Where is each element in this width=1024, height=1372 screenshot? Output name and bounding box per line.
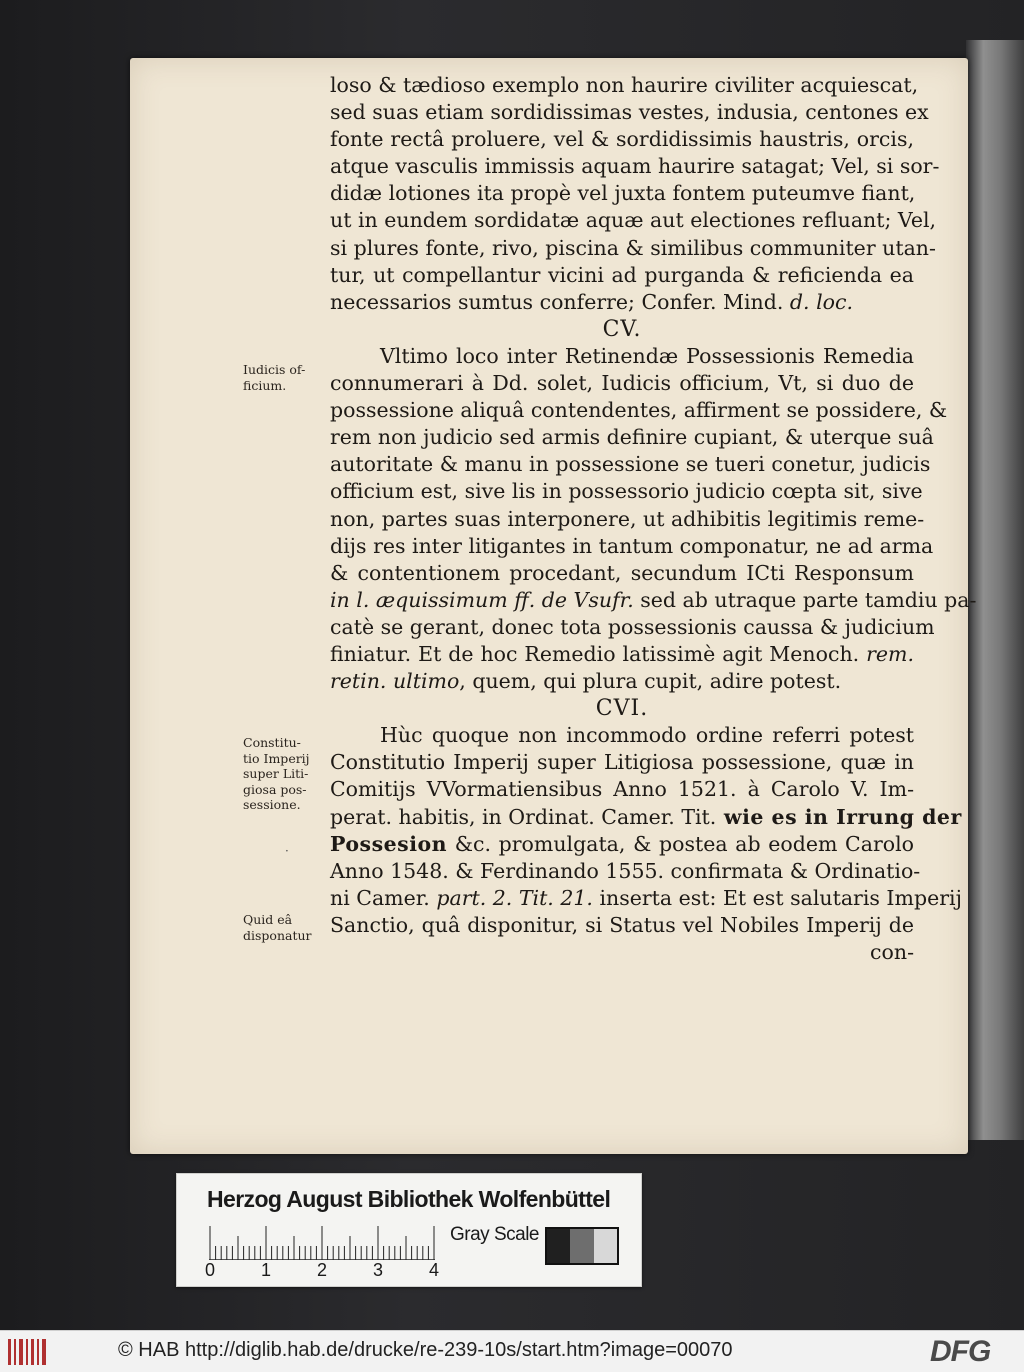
barcode-icon (8, 1339, 48, 1365)
text-line (330, 668, 914, 695)
text-line: ut in eundem sordidatæ aquæ aut electiones refluant; Vel, (330, 208, 937, 233)
text-line: autoritate & manu in possessione se tueri conetur, judicis (330, 452, 931, 477)
catchword: con- (870, 940, 914, 964)
ruler-number: 3 (373, 1260, 384, 1280)
text-line: loso & tædioso exemplo non haurire civiliter acquiescat, (330, 73, 919, 97)
blackletter-segment: Possesion (330, 831, 448, 856)
viewer-footer (0, 1330, 1024, 1372)
section-heading-cv: CV. (602, 316, 642, 342)
text-segment: finiatur. Et de hoc Remedio latissimè agit Menoch. (330, 641, 860, 666)
text-line (330, 885, 962, 912)
margin-note-line: sessione. (243, 797, 301, 812)
text-line: possessione aliquâ contendentes, affirment se possidere, & (330, 398, 948, 423)
gray-swatch-mid (570, 1229, 593, 1263)
margin-note-quid (243, 912, 329, 943)
text-line: non, partes suas interponere, ut adhibitis legitimis reme- (330, 506, 925, 531)
gray-swatch-light (594, 1229, 617, 1263)
citation-segment: retin. ultimo (330, 669, 460, 694)
text-line: sed suas etiam sordidissimas vestes, indusia, centones ex (330, 100, 929, 125)
gray-scale-swatches (545, 1227, 619, 1265)
text-line: Sanctio, quâ disponitur, si Status vel Nobiles Imperij de (330, 912, 914, 937)
text-line: rem non judicio sed armis definire cupiant, & uterque suâ (330, 425, 934, 450)
ruler-ticks (210, 1226, 434, 1260)
ink-mark: · (285, 844, 289, 858)
page-text (330, 72, 977, 966)
text-line: Anno 1548. & Ferdinando 1555. confirmata & Ordinatio- (330, 858, 921, 883)
margin-note-line: Constitu- (243, 735, 301, 750)
text-line (330, 587, 977, 614)
margin-note-line: giosa pos- (243, 781, 307, 797)
ruler-number: 1 (261, 1260, 272, 1280)
text-line: Comitijs VVormatiensibus Anno 1521. à Carolo V. Im- (330, 777, 914, 802)
text-segment: , quem, qui plura cupit, adire potest. (459, 669, 842, 694)
text-line: & contentionem procedant, secundum ICti Responsum (330, 560, 914, 585)
text-line: Constitutio Imperij super Litigiosa possessione, quæ in (330, 750, 914, 775)
measurement-ruler (209, 1224, 435, 1260)
margin-note-constitutio (243, 735, 329, 813)
citation-segment: d. loc. (783, 289, 853, 314)
margin-note-judicis (243, 362, 329, 393)
citation-segment: in l. æquissimum ff. de Vsufr. (330, 587, 634, 612)
text-line: connumerari à Dd. solet, Iudicis officium, Vt, si duo de (330, 371, 914, 396)
text-segment: necessarios sumtus conferre; Confer. Mind. (330, 289, 784, 314)
text-line: atque vasculis immissis aquam haurire satagat; Vel, si sor- (330, 154, 940, 179)
ruler-number: 2 (317, 1260, 328, 1280)
dfg-logo: DFG (930, 1335, 991, 1368)
margin-note-line: Quid eâ (243, 912, 293, 927)
margin-note-line: tio Imperij (243, 750, 310, 766)
margin-note-line: super Liti- (243, 766, 309, 781)
citation-segment: rem. (859, 641, 915, 666)
ruler-number: 4 (429, 1260, 440, 1280)
text-line (330, 641, 914, 668)
gray-swatch-dark (547, 1229, 570, 1263)
margin-note-line: Iudicis of- (243, 362, 306, 377)
text-line (330, 289, 914, 316)
text-line (330, 831, 914, 858)
text-segment: sed ab utraque parte tamdiu pa- (633, 587, 977, 612)
text-line: Hùc quoque non incommodo ordine referri potest (380, 723, 914, 748)
text-line (330, 804, 962, 831)
gray-scale-label: Gray Scale (450, 1224, 539, 1245)
margin-note-line: disponatur (243, 927, 312, 943)
color-target-card (176, 1173, 642, 1287)
blackletter-segment: wie es in Irrung der (716, 804, 962, 829)
text-line: catè se gerant, donec tota possessionis caussa & judicium (330, 614, 935, 639)
copyright-url[interactable]: © HAB http://diglib.hab.de/drucke/re-239-10s/start.htm?image=00070 (118, 1339, 733, 1361)
citation-segment: part. 2. Tit. 21. (429, 885, 593, 910)
text-segment: perat. habitis, in Ordinat. Camer. Tit. (330, 804, 717, 829)
text-segment: &c. promulgata, & postea ab eodem Carolo (447, 831, 914, 856)
text-line: dijs res inter litigantes in tantum componatur, ne ad arma (330, 533, 934, 558)
ruler-number: 0 (205, 1260, 216, 1280)
text-line: didæ lotiones ita propè vel juxta fontem puteumve fiant, (330, 181, 916, 206)
text-segment: ni Camer. (330, 885, 430, 910)
text-line: Vltimo loco inter Retinendæ Possessionis Remedia (380, 343, 914, 368)
library-name: Herzog August Bibliothek Wolfenbüttel (207, 1186, 611, 1212)
text-line: officium est, sive lis in possessorio judicio cœpta sit, sive (330, 479, 923, 504)
text-segment: inserta est: Et est salutaris Imperij (592, 885, 962, 910)
margin-note-line: ficium. (243, 377, 287, 393)
text-line: fonte rectâ proluere, vel & sordidissimis haustris, orcis, (330, 127, 914, 152)
text-line: si plures fonte, rivo, piscina & similibus communiter utan- (330, 235, 936, 260)
section-heading-cvi: CVI. (595, 696, 649, 722)
text-line: tur, ut compellantur vicini ad purganda & reficienda ea (330, 262, 914, 287)
